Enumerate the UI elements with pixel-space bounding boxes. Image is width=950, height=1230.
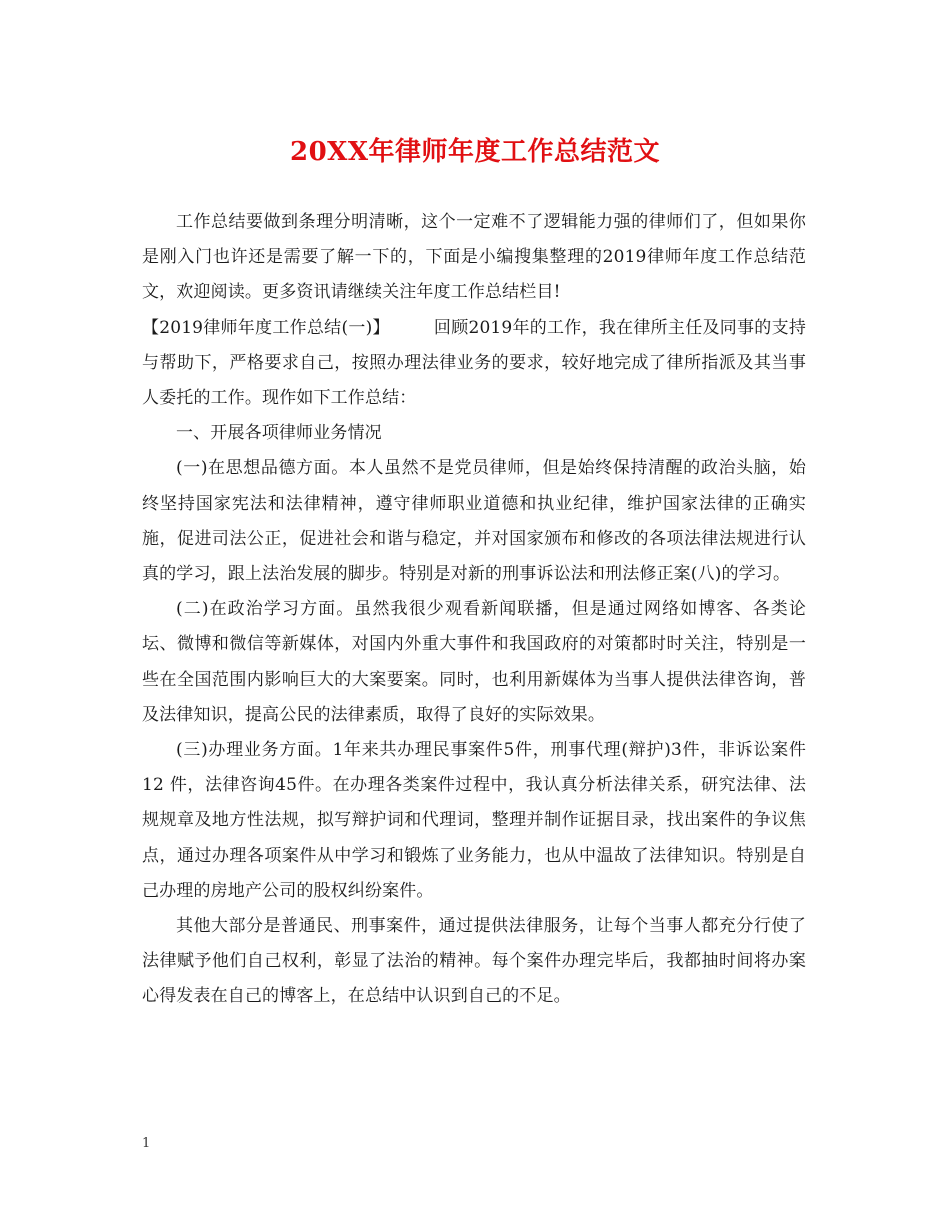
document-body	[142, 205, 806, 1015]
body-paragraph-3: (三)办理业务方面。1年来共办理民事案件5件，刑事代理(辩护)3件，非诉讼案件12 件，法律咨询45件。在办理各类案件过程中，我认真分析法律关系，研究法律、法规规章及地方性法规，拟写辩护词和代理词，整理并制作证据目录，找出案件的争议焦点，通过办理各项案件从中学习和锻炼了业务能力，也从中温故了法律知识。特别是自己办理的房地产公司的股权纠纷案件。	[142, 740, 806, 901]
body-paragraph-4: 其他大部分是普通民、刑事案件，通过提供法律服务，让每个当事人都充分行使了法律赋予他们自己权利，彰显了法治的精神。每个案件办理完毕后，我都抽时间将办案心得发表在自己的博客上，在总结中认识到自己的不足。	[142, 916, 806, 1007]
page-number: 1	[142, 1136, 151, 1151]
body-paragraph-1: (一)在思想品德方面。本人虽然不是党员律师，但是始终保持清醒的政治头脑，始终坚持国家宪法和法律精神，遵守律师职业道德和执业纪律，维护国家法律的正确实施，促进司法公正，促进社会和谐与稳定，并对国家颁布和修改的各项法律法规进行认真的学习，跟上法治发展的脚步。特别是对新的刑事诉讼法和刑法修正案(八)的学习。	[142, 458, 806, 585]
section-heading: 【2019律师年度工作总结(一)】	[142, 317, 390, 338]
section-intro-text: 回顾2019年的工作，我在律所主任及同事的支持与帮助下，严格要求自己，按照办理法律业务的要求，较好地完成了律所指派及其当事人委托的工作。现作如下工作总结：	[142, 317, 806, 409]
document-title: 20XX年律师年度工作总结范文	[289, 137, 661, 167]
section-subheading: 一、开展各项律师业务情况	[176, 423, 382, 444]
intro-paragraph: 工作总结要做到条理分明清晰，这个一定难不了逻辑能力强的律师们了，但如果你是刚入门也许还是需要了解一下的，下面是小编搜集整理的2019律师年度工作总结范文，欢迎阅读。更多资讯请继续关注年度工作总结栏目!	[142, 212, 806, 303]
section-intro-paragraph	[142, 311, 806, 417]
body-paragraph-2: (二)在政治学习方面。虽然我很少观看新闻联播，但是通过网络如博客、各类论坛、微博和微信等新媒体，对国内外重大事件和我国政府的对策都时时关注，特别是一些在全国范围内影响巨大的大案要案。同时，也利用新媒体为当事人提供法律咨询，普及法律知识，提高公民的法律素质，取得了良好的实际效果。	[142, 599, 806, 725]
